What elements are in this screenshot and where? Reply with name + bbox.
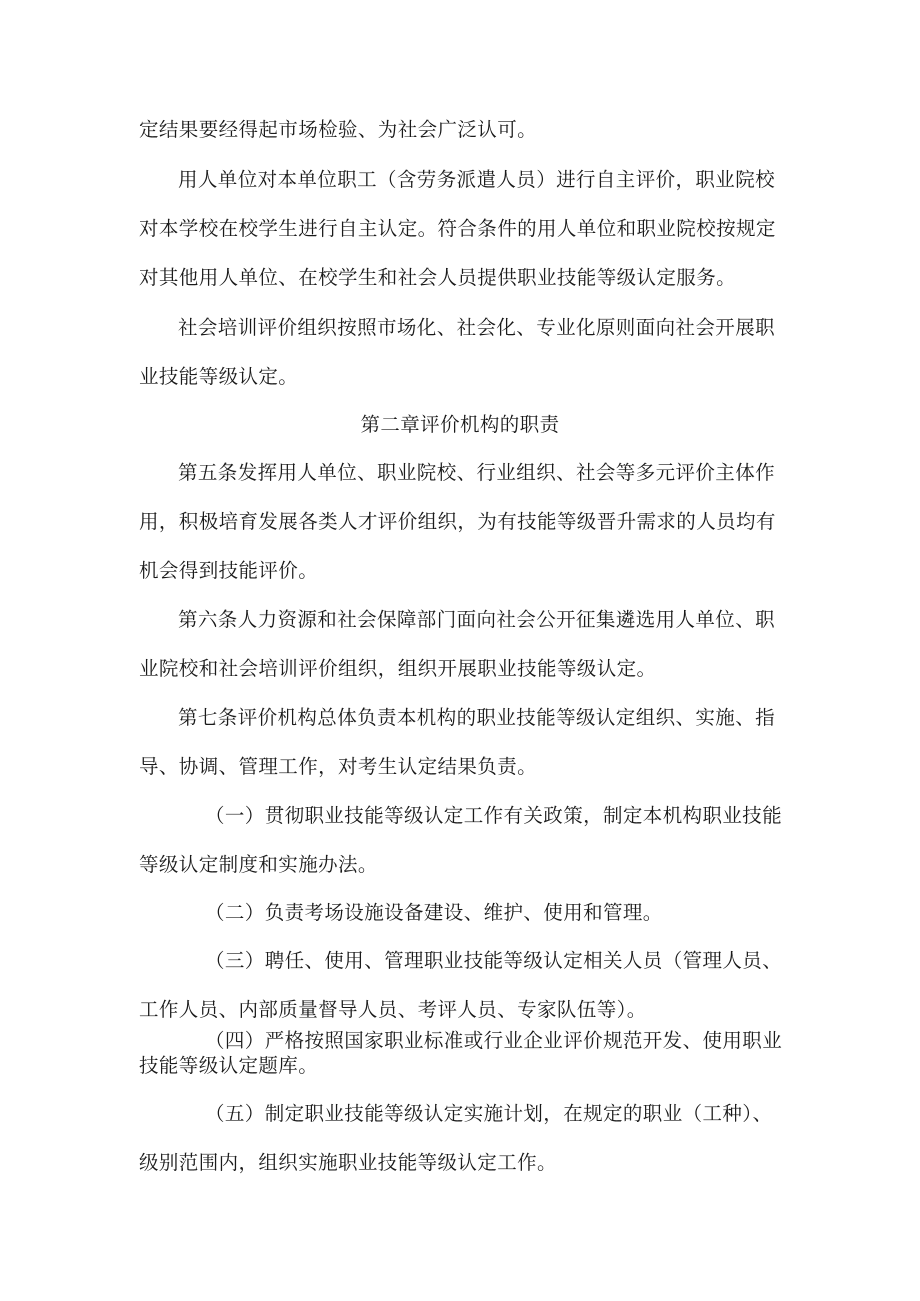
body-line: 第六条人力资源和社会保障部门面向社会公开征集遴选用人单位、职: [178, 608, 776, 631]
list-item-line: 技能等级认定题库。: [139, 1054, 319, 1077]
body-line: 机会得到技能评价。: [139, 559, 319, 582]
body-line: 用人单位对本单位职工（含劳务派遣人员）进行自主评价，职业院校: [178, 168, 776, 191]
list-item-line: （一）贯彻职业技能等级认定工作有关政策，制定本机构职业技能: [205, 804, 783, 827]
list-item-line: （四）严格按照国家职业标准或行业企业评价规范开发、使用职业: [205, 1029, 783, 1052]
body-line: 第五条发挥用人单位、职业院校、行业组织、社会等多元评价主体作: [178, 461, 776, 484]
body-line: 对本学校在校学生进行自主认定。符合条件的用人单位和职业院校按规定: [139, 217, 776, 240]
list-item-line: （三）聘任、使用、管理职业技能等级认定相关人员（管理人员、: [205, 949, 783, 972]
body-line: 业技能等级认定。: [139, 365, 299, 388]
list-item-line: 级别范围内，组织实施职业技能等级认定工作。: [139, 1151, 557, 1174]
body-line: 用，积极培育发展各类人才评价组织，为有技能等级晋升需求的人员均有: [139, 510, 776, 533]
body-line: 第七条评价机构总体负责本机构的职业技能等级认定组织、实施、指: [178, 706, 776, 729]
list-item-line: （五）制定职业技能等级认定实施计划，在规定的职业（工种）、: [205, 1102, 773, 1125]
body-line: 业院校和社会培训评价组织，组织开展职业技能等级认定。: [139, 657, 657, 680]
body-line: 对其他用人单位、在校学生和社会人员提供职业技能等级认定服务。: [139, 266, 737, 289]
list-item-line: 等级认定制度和实施办法。: [139, 853, 378, 876]
chapter-heading: 第二章评价机构的职责: [360, 413, 560, 436]
body-line: 导、协调、管理工作，对考生认定结果负责。: [139, 755, 538, 778]
list-item-line: 工作人员、内部质量督导人员、考评人员、专家队伍等）。: [139, 998, 647, 1021]
body-line: 定结果要经得起市场检验、为社会广泛认可。: [139, 118, 538, 141]
list-item-line: （二）负责考场设施设备建设、维护、使用和管理。: [205, 901, 663, 924]
body-line: 社会培训评价组织按照市场化、社会化、专业化原则面向社会开展职: [178, 316, 776, 339]
